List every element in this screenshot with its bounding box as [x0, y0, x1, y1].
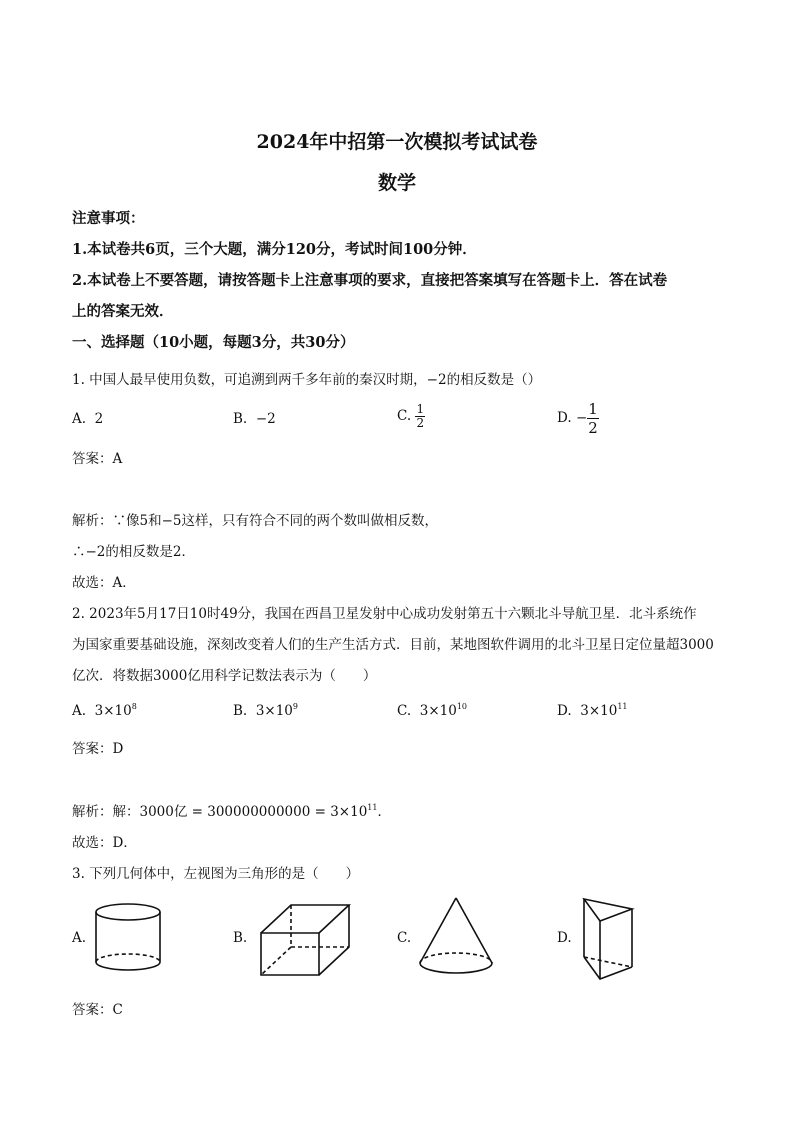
q3-option-d-label: D.: [557, 930, 572, 946]
section-heading-choice: 一、选择题（10小题，每题3分，共30分）: [72, 334, 355, 351]
q1-option-d-sign: −: [575, 410, 588, 426]
q2-option-c-base: 3×10: [419, 703, 457, 719]
cuboid-right-face: [319, 905, 349, 975]
notice-line-1: 1.本试卷共6页，三个大题，满分120分，考试时间100分钟．: [72, 241, 477, 258]
q1-option-c-label: C.: [397, 408, 412, 424]
q2-explanation-exponent: 11: [367, 803, 378, 812]
q2-option-c-exponent: 10: [456, 702, 468, 711]
q2-option-a-label: A.: [72, 703, 87, 719]
cuboid-front-face: [261, 933, 319, 975]
cylinder-bottom-hidden-arc: [96, 954, 160, 962]
q3-answer: 答案：C: [72, 1002, 123, 1018]
cuboid-top-face: [261, 905, 349, 933]
q2-explanation-end: ．: [377, 804, 391, 820]
cylinder-top-ellipse: [96, 904, 160, 920]
cuboid-figure: [255, 897, 355, 983]
q1-option-c: [397, 403, 425, 430]
q1-option-d-numerator: 1: [588, 400, 598, 418]
q1-stem: [72, 368, 541, 388]
q2-explanation-text: 解析：解：3000亿 = 300000000000 = 3×10: [72, 804, 368, 820]
q1-option-c-fraction: [415, 403, 425, 430]
q1-option-d-fraction: [587, 400, 599, 437]
q3-stem: 3. 下列几何体中，左视图为三角形的是（ ）: [72, 866, 360, 882]
q2-option-a-exponent: 8: [131, 702, 137, 711]
exam-title: 2024年中招第一次模拟考试试卷: [256, 131, 538, 153]
q1-option-a-label: A.: [72, 411, 87, 427]
q1-explanation-1: 解析：∵像5和−5这样，只有符合不同的两个数叫做相反数，: [72, 513, 438, 529]
q1-stem-pre: 1. 中国人最早使用负数，可追溯到两千多年前的秦汉时期，: [72, 372, 427, 388]
cylinder-figure: [94, 900, 166, 982]
cone-figure: [416, 895, 496, 981]
notice-line-2a: 2.本试卷上不要答题，请按答题卡上注意事项的要求，直接把答案填写在答题卡上．答在试卷: [72, 272, 668, 289]
q2-option-b-base: 3×10: [255, 703, 293, 719]
q1-option-a-value: 2: [94, 411, 104, 427]
q1-choose: 故选：A．: [72, 575, 136, 591]
q1-option-b-value: −2: [255, 411, 276, 427]
q2-option-d-exponent: 11: [617, 702, 628, 711]
q2-option-d-base: 3×10: [580, 703, 618, 719]
notice-heading: 注意事项：: [72, 210, 145, 227]
q1-explanation-2: ∴−2的相反数是2．: [72, 544, 195, 560]
exam-subject: 数学: [377, 172, 416, 194]
q2-stem-line-1: 2. 2023年5月17日10时49分，我国在西昌卫星发射中心成功发射第五十六颗北斗导航卫星．北斗系统作: [72, 606, 697, 622]
q2-option-d-label: D.: [557, 703, 572, 719]
q2-option-b-exponent: 9: [292, 702, 298, 711]
cuboid-hidden-edges: [261, 905, 349, 975]
q1-option-d: [557, 400, 599, 437]
q1-stem-math: −2: [426, 372, 447, 388]
q2-stem-line-2: 为国家重要基础设施，深刻改变着人们的生产生活方式．目前，某地图软件调用的北斗卫星日定位量超3000: [72, 637, 714, 653]
notice-line-2b: 上的答案无效．: [72, 303, 174, 320]
q1-option-c-denominator: 2: [416, 416, 425, 430]
q2-explanation: [72, 800, 391, 820]
q2-option-b: [233, 703, 298, 719]
q3-option-b-label: B.: [233, 930, 248, 946]
cylinder-bottom-front-arc: [96, 962, 160, 970]
q2-stem-line-3: 亿次．将数据3000亿用科学记数法表示为（ ）: [72, 668, 377, 684]
q2-option-c-label: C.: [397, 703, 412, 719]
prism-bottom-visible-edges: [584, 957, 632, 979]
q1-stem-post: 的相反数是（）: [446, 372, 542, 388]
q2-option-c: [397, 703, 467, 719]
q2-option-d: [557, 703, 628, 719]
q1-option-b-label: B.: [233, 411, 248, 427]
q3-option-c-label: C.: [397, 930, 412, 946]
q1-option-d-label: D.: [557, 410, 572, 426]
q2-choose: 故选：D．: [72, 835, 137, 851]
q2-option-a: [72, 703, 137, 719]
cone-base-front-arc: [420, 963, 492, 973]
q1-option-a: [72, 411, 103, 427]
prism-bottom-hidden-edge: [584, 957, 632, 967]
q2-option-b-label: B.: [233, 703, 248, 719]
q1-option-b: [233, 411, 276, 427]
prism-top-face: [584, 899, 632, 921]
cone-base-hidden-arc: [420, 953, 492, 963]
triangular-prism-figure: [580, 895, 640, 985]
q2-answer: 答案：D: [72, 741, 124, 757]
q1-option-c-numerator: 1: [416, 402, 425, 416]
cone-left-edge: [420, 898, 456, 963]
q1-answer: 答案：A: [72, 451, 123, 467]
q2-option-a-base: 3×10: [94, 703, 132, 719]
q3-option-a-label: A.: [72, 930, 87, 946]
q1-option-d-denominator: 2: [588, 419, 598, 437]
